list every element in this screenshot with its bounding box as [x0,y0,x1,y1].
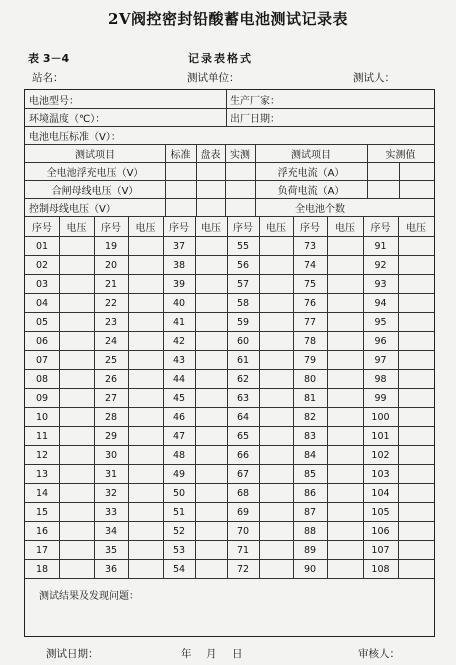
cell-seq-number: 84 [303,449,317,461]
cell-voltage-value [398,484,434,502]
cell-seq-number: 92 [374,259,387,271]
month-label: 月 [206,648,217,660]
cell-seq-number: 87 [303,506,317,518]
cell-seq-number: 45 [172,392,186,404]
cell-seq-number: 09 [35,392,49,404]
cell-seq-number: 52 [172,525,186,537]
cell-voltage-value [195,370,227,388]
battery-model-field: 电池型号： [29,95,79,107]
cell-voltage-value [259,237,293,255]
table-row [25,540,434,559]
cell-voltage-value [259,313,293,331]
test-item-row [25,180,434,198]
table-row [25,312,434,331]
voltage-header: 电压 [201,223,221,234]
cell-seq-number: 79 [303,354,317,366]
cell-seq-number: 23 [104,316,118,328]
cell-seq-number: 67 [236,468,250,480]
cell-voltage-value [195,446,227,464]
cell-seq-number: 61 [236,354,250,366]
cell-seq-number: 11 [35,430,49,442]
cell-voltage-value [128,275,163,293]
cell-voltage-value [59,408,94,426]
cells-header-row [25,216,434,236]
cell-voltage-value [327,446,363,464]
cell-seq-number: 25 [104,354,118,366]
cell-voltage-value [128,370,163,388]
table-row [25,274,434,293]
cell-seq-number: 105 [371,506,390,518]
cell-voltage-value [327,313,363,331]
table-row [25,521,434,540]
table-row [25,350,434,369]
cell-voltage-value [259,256,293,274]
cell-voltage-value [398,427,434,445]
cell-seq-number: 89 [303,544,317,556]
cell-voltage-value [259,370,293,388]
cell-seq-number: 98 [374,373,387,385]
seq-header: 序号 [233,223,253,234]
manufacturer-field: 生产厂家： [230,95,280,107]
cell-seq-number: 02 [35,259,49,271]
cell-seq-number: 73 [303,240,317,252]
total-battery-count-label: 全电池个数 [295,204,345,215]
cell-seq-number: 64 [236,411,250,423]
cell-seq-number: 76 [303,297,317,309]
cell-seq-number: 01 [35,240,49,252]
table-number: 表 3－4 [28,52,70,65]
cell-voltage-value [128,313,163,331]
factory-date-field: 出厂日期： [230,114,280,125]
cell-seq-number: 50 [172,487,186,499]
cell-voltage-value [327,427,363,445]
cell-voltage-value [195,503,227,521]
cell-seq-number: 40 [172,297,186,309]
station-label: 站名： [32,72,64,84]
cell-voltage-value [195,522,227,540]
cell-seq-number: 66 [236,449,250,461]
seq-header: 序号 [101,223,121,234]
cell-voltage-value [195,237,227,255]
cell-voltage-value [128,237,163,255]
cell-seq-number: 12 [35,449,49,461]
cell-voltage-value [259,446,293,464]
reviewer-label: 审核人： [358,648,400,660]
cell-seq-number: 71 [236,544,250,556]
cell-voltage-value [398,351,434,369]
year-label: 年 [181,648,192,660]
cell-seq-number: 58 [236,297,250,309]
cell-seq-number: 81 [303,392,317,404]
cell-seq-number: 07 [35,354,49,366]
test-unit-label: 测试单位： [187,72,240,84]
table-name: 记录表格式 [188,52,253,65]
table-row [25,483,434,502]
cell-seq-number: 20 [104,259,118,271]
right-test-item-header: 测试项目 [291,150,331,161]
cell-voltage-value [59,351,94,369]
cell-voltage-value [59,541,94,559]
cell-voltage-value [128,427,163,445]
cell-seq-number: 65 [236,430,250,442]
cell-seq-number: 05 [35,316,49,328]
cell-seq-number: 70 [236,525,250,537]
cell-voltage-value [59,256,94,274]
table-row [25,388,434,407]
tester-label: 测试人： [353,72,395,84]
cell-seq-number: 28 [104,411,118,423]
cell-seq-number: 57 [236,278,250,290]
cell-seq-number: 108 [371,563,390,575]
cell-seq-number: 36 [104,563,118,575]
cell-voltage-value [59,237,94,255]
cell-seq-number: 68 [236,487,250,499]
cell-voltage-value [327,389,363,407]
cell-voltage-value [59,465,94,483]
float-current-label: 浮充电流（A） [277,168,345,179]
cell-seq-number: 102 [371,449,390,461]
table-row [25,331,434,350]
cell-seq-number: 16 [35,525,49,537]
cell-voltage-value [195,541,227,559]
cell-voltage-value [195,294,227,312]
cell-voltage-value [195,560,227,578]
cell-voltage-value [398,332,434,350]
voltage-header: 电压 [406,223,426,234]
cell-voltage-value [398,294,434,312]
cell-seq-number: 83 [303,430,317,442]
cell-voltage-value [398,446,434,464]
results-area [25,578,434,636]
cell-seq-number: 30 [104,449,118,461]
cell-seq-number: 78 [303,335,317,347]
cell-voltage-value [327,408,363,426]
cell-seq-number: 29 [104,430,118,442]
cell-voltage-value [59,294,94,312]
record-form [24,89,435,637]
cell-seq-number: 44 [172,373,186,385]
cell-seq-number: 22 [104,297,118,309]
cell-voltage-value [195,465,227,483]
cell-voltage-value [59,522,94,540]
cell-voltage-value [128,408,163,426]
cell-seq-number: 10 [35,411,49,423]
cell-voltage-value [195,484,227,502]
cell-seq-number: 42 [172,335,186,347]
cell-seq-number: 04 [35,297,49,309]
cell-voltage-value [398,256,434,274]
cell-voltage-value [398,370,434,388]
cell-voltage-value [327,237,363,255]
float-voltage-label: 全电池浮充电压（V） [46,168,144,179]
control-bus-voltage-label: 控制母线电压（V） [29,204,116,215]
cell-seq-number: 15 [35,506,49,518]
table-row [25,369,434,388]
cell-seq-number: 107 [371,544,390,556]
voltage-standard-field: 电池电压标准（V）： [29,132,121,143]
cell-seq-number: 31 [104,468,118,480]
cell-seq-number: 56 [236,259,250,271]
cell-seq-number: 41 [172,316,186,328]
cell-voltage-value [398,275,434,293]
table-row [25,559,434,578]
cell-voltage-value [398,237,434,255]
cell-voltage-value [195,313,227,331]
info-row [25,126,434,144]
cell-seq-number: 33 [104,506,118,518]
cell-voltage-value [195,389,227,407]
cell-voltage-value [259,389,293,407]
cell-seq-number: 95 [374,316,387,328]
cell-seq-number: 93 [374,278,387,290]
cell-voltage-value [398,522,434,540]
cell-voltage-value [128,465,163,483]
cell-seq-number: 39 [172,278,186,290]
seq-header: 序号 [169,223,189,234]
meter-header: 盘表 [200,150,221,161]
test-items-header [25,144,434,162]
ambient-temp-field: 环境温度（℃）： [29,114,106,125]
seq-header: 序号 [32,223,52,234]
standard-header: 标准 [170,150,191,161]
cell-voltage-value [398,389,434,407]
cell-seq-number: 46 [172,411,186,423]
cell-voltage-value [259,484,293,502]
cell-voltage-value [327,351,363,369]
cell-seq-number: 35 [104,544,118,556]
cell-voltage-value [398,408,434,426]
cell-voltage-value [128,389,163,407]
cell-seq-number: 60 [236,335,250,347]
document-title: 2V阀控密封铅酸蓄电池测试记录表 [107,10,349,28]
test-item-row [25,198,434,216]
closing-bus-voltage-label: 合闸母线电压（V） [51,186,139,197]
voltage-header: 电压 [135,223,156,234]
cell-seq-number: 75 [303,278,317,290]
cell-seq-number: 90 [303,563,317,575]
cell-seq-number: 24 [104,335,118,347]
cell-seq-number: 48 [172,449,186,461]
cell-seq-number: 37 [172,240,186,252]
day-label: 日 [232,648,243,660]
seq-header: 序号 [370,223,391,234]
cell-voltage-value [398,313,434,331]
info-row [25,90,434,108]
cell-voltage-value [195,275,227,293]
cell-seq-number: 03 [35,278,49,290]
cell-voltage-value [128,294,163,312]
load-current-label: 负荷电流（A） [277,186,345,197]
cell-voltage-value [259,541,293,559]
cell-voltage-value [128,503,163,521]
results-label: 测试结果及发现问题： [39,591,139,602]
cell-voltage-value [59,313,94,331]
cell-voltage-value [327,275,363,293]
cell-seq-number: 27 [104,392,118,404]
cell-voltage-value [259,332,293,350]
cell-voltage-value [128,256,163,274]
seq-header: 序号 [300,223,320,234]
cell-seq-number: 34 [104,525,118,537]
cell-voltage-value [259,294,293,312]
info-row [25,108,434,126]
cell-seq-number: 77 [303,316,317,328]
cell-voltage-value [195,332,227,350]
cell-voltage-value [327,541,363,559]
cell-seq-number: 80 [303,373,317,385]
cell-voltage-value [327,370,363,388]
cell-seq-number: 49 [172,468,186,480]
cell-voltage-value [327,256,363,274]
cell-seq-number: 72 [236,563,250,575]
cell-voltage-value [259,560,293,578]
cell-voltage-value [259,503,293,521]
cell-seq-number: 13 [35,468,49,480]
cell-voltage-value [195,408,227,426]
cell-seq-number: 100 [371,411,390,423]
cell-seq-number: 38 [172,259,186,271]
measured-value-header: 实测值 [385,150,416,161]
cell-seq-number: 18 [35,563,49,575]
cell-voltage-value [327,465,363,483]
cell-seq-number: 08 [35,373,49,385]
test-item-row [25,162,434,180]
table-row [25,502,434,521]
cell-voltage-value [259,465,293,483]
table-row [25,293,434,312]
cell-voltage-value [128,541,163,559]
cell-seq-number: 88 [303,525,317,537]
cell-voltage-value [59,484,94,502]
cell-voltage-value [327,503,363,521]
cell-seq-number: 99 [374,392,387,404]
cell-seq-number: 54 [172,563,186,575]
cell-voltage-value [327,294,363,312]
cell-voltage-value [398,560,434,578]
cell-voltage-value [195,351,227,369]
cell-seq-number: 59 [236,316,250,328]
cell-seq-number: 103 [371,468,390,480]
cell-voltage-value [59,332,94,350]
cell-seq-number: 82 [303,411,317,423]
cell-seq-number: 19 [104,240,118,252]
cell-voltage-value [259,427,293,445]
test-date-label: 测试日期： [46,648,99,660]
cell-seq-number: 32 [104,487,118,499]
cell-seq-number: 17 [35,544,49,556]
cell-voltage-value [398,465,434,483]
cell-seq-number: 86 [303,487,317,499]
cell-seq-number: 47 [172,430,186,442]
cell-seq-number: 63 [236,392,250,404]
cell-voltage-value [128,560,163,578]
cell-voltage-value [59,503,94,521]
cell-voltage-value [59,370,94,388]
cell-seq-number: 26 [104,373,118,385]
table-row [25,464,434,483]
voltage-header: 电压 [66,223,87,234]
cell-voltage-value [59,446,94,464]
table-row [25,255,434,274]
cell-seq-number: 104 [371,487,390,499]
cell-voltage-value [128,484,163,502]
cell-seq-number: 94 [374,297,387,309]
cell-seq-number: 21 [104,278,118,290]
cell-seq-number: 85 [303,468,317,480]
cell-voltage-value [59,560,94,578]
left-test-item-header: 测试项目 [75,150,115,161]
cell-voltage-value [59,427,94,445]
table-row [25,236,434,255]
voltage-header: 电压 [266,223,286,234]
cell-voltage-value [259,408,293,426]
cell-seq-number: 96 [374,335,387,347]
cell-voltage-value [128,351,163,369]
table-row [25,407,434,426]
cell-seq-number: 97 [374,354,387,366]
cell-seq-number: 91 [374,240,387,252]
cell-seq-number: 62 [236,373,250,385]
cell-seq-number: 55 [236,240,250,252]
cell-seq-number: 14 [35,487,49,499]
cell-voltage-value [128,522,163,540]
cell-voltage-value [398,541,434,559]
cell-voltage-value [327,332,363,350]
cell-seq-number: 69 [236,506,250,518]
table-row [25,445,434,464]
cell-seq-number: 53 [172,544,186,556]
cell-voltage-value [327,522,363,540]
cell-seq-number: 43 [172,354,186,366]
cell-voltage-value [59,275,94,293]
cell-voltage-value [259,275,293,293]
cell-voltage-value [59,389,94,407]
measured-header: 实测 [230,150,250,161]
cell-seq-number: 06 [35,335,49,347]
cell-voltage-value [195,256,227,274]
cell-seq-number: 101 [371,430,390,442]
cell-voltage-value [398,503,434,521]
cell-seq-number: 74 [303,259,317,271]
cell-voltage-value [259,351,293,369]
cell-voltage-value [259,522,293,540]
cell-seq-number: 51 [172,506,186,518]
cell-voltage-value [327,484,363,502]
table-row [25,426,434,445]
cell-voltage-value [195,427,227,445]
cell-voltage-value [128,446,163,464]
voltage-header: 电压 [335,223,355,234]
cell-seq-number: 106 [371,525,390,537]
cell-voltage-value [128,332,163,350]
cell-voltage-value [327,560,363,578]
